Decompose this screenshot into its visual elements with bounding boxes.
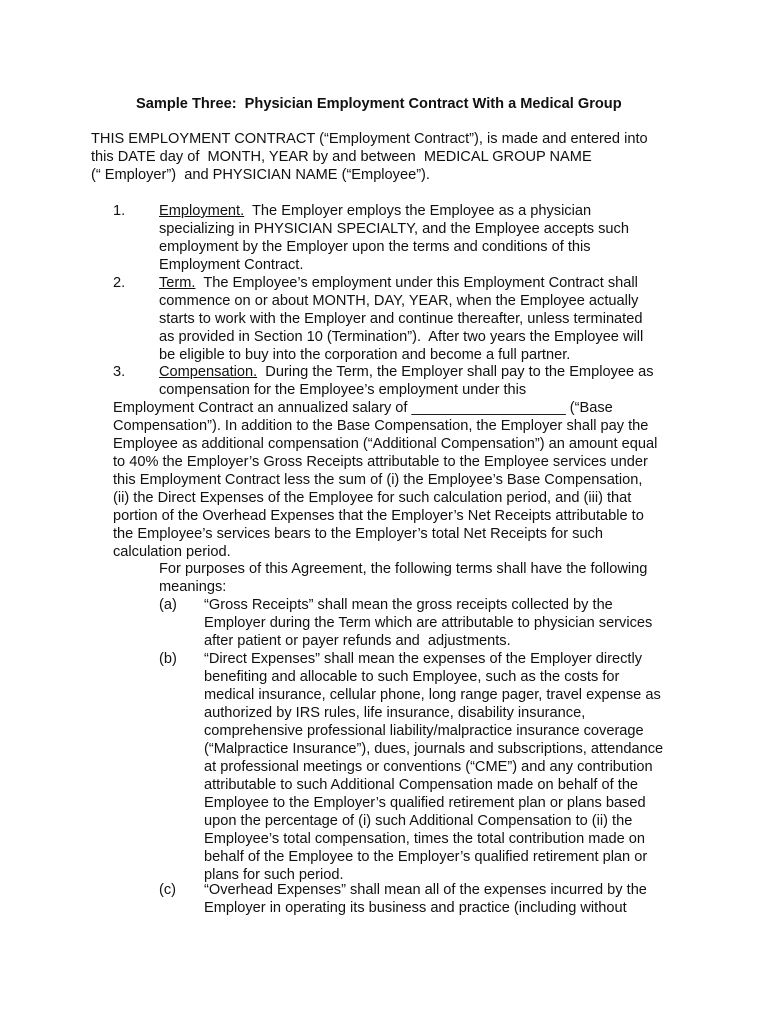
section-line: Employment Contract. xyxy=(159,257,304,273)
section-heading: Employment. xyxy=(159,203,245,219)
definition-line: Employer in operating its business and practice (including without xyxy=(204,900,627,916)
definition-line: Employer during the Term which are attributable to physician services xyxy=(204,615,653,631)
definition-line: “Gross Receipts” shall mean the gross receipts collected by the xyxy=(204,597,613,613)
definition-line: after patient or payer refunds and adjustments. xyxy=(204,633,511,649)
section-line: starts to work with the Employer and continue thereafter, unless terminated xyxy=(159,311,643,327)
compensation-line: Employee as additional compensation (“Additional Compensation”) an amount equal xyxy=(113,436,658,452)
definition-line: attributable to such Additional Compensation made on behalf of the xyxy=(204,777,639,793)
definition-line: (“Malpractice Insurance”), dues, journals and subscriptions, attendance xyxy=(204,741,664,757)
intro-line: THIS EMPLOYMENT CONTRACT (“Employment Contract”), is made and entered into xyxy=(91,131,648,147)
section-line: employment by the Employer upon the terms and conditions of this xyxy=(159,239,591,255)
definition-label: (c) xyxy=(159,882,177,898)
section-number: 1. xyxy=(113,203,126,219)
compensation-line: Employment Contract an annualized salary of ___________________ (“Base xyxy=(113,400,613,416)
compensation-line: calculation period. xyxy=(113,544,231,560)
definition-line: behalf of the Employee to the Employer’s qualified retirement plan or xyxy=(204,849,648,865)
compensation-line: the Employee’s services bears to the Employer’s total Net Receipts for such xyxy=(113,526,603,542)
section-1-line: Employment. The Employer employs the Employee as a physician xyxy=(159,203,592,219)
compensation-line: (ii) the Direct Expenses of the Employee for such calculation period, and (iii) that xyxy=(113,490,632,506)
definition-line: upon the percentage of (i) such Additional Compensation to (ii) the xyxy=(204,813,633,829)
definition-line: Employee’s total compensation, times the total contribution made on xyxy=(204,831,646,847)
definition-label: (b) xyxy=(159,651,177,667)
definition-line: “Overhead Expenses” shall mean all of the expenses incurred by the xyxy=(204,882,647,898)
definition-line: “Direct Expenses” shall mean the expenses of the Employer directly xyxy=(204,651,643,667)
section-line: as provided in Section 10 (Termination”). After two years the Employee will xyxy=(159,329,644,345)
intro-line: this DATE day of MONTH, YEAR by and between MEDICAL GROUP NAME xyxy=(91,149,592,165)
purposes-line: For purposes of this Agreement, the following terms shall have the following xyxy=(159,561,648,577)
section-2-line: Term. The Employee’s employment under this Employment Contract shall xyxy=(159,275,638,291)
compensation-line: this Employment Contract less the sum of (i) the Employee’s Base Compensation, xyxy=(113,472,643,488)
section-line: specializing in PHYSICIAN SPECIALTY, and the Employee accepts such xyxy=(159,221,629,237)
section-number: 2. xyxy=(113,275,126,291)
intro-line: (“ Employer”) and PHYSICIAN NAME (“Employee”). xyxy=(91,167,430,183)
section-3-line: Compensation. During the Term, the Employer shall pay to the Employee as xyxy=(159,364,654,380)
definition-line: Employee to the Employer’s qualified retirement plan or plans based xyxy=(204,795,646,811)
definition-label: (a) xyxy=(159,597,177,613)
section-number: 3. xyxy=(113,364,126,380)
compensation-line: Compensation”). In addition to the Base Compensation, the Employer shall pay the xyxy=(113,418,649,434)
purposes-line: meanings: xyxy=(159,579,227,595)
section-heading: Term. xyxy=(159,275,196,291)
definition-line: at professional meetings or conventions (“CME”) and any contribution xyxy=(204,759,653,775)
definition-line: medical insurance, cellular phone, long range pager, travel expense as xyxy=(204,687,661,703)
compensation-line: portion of the Overhead Expenses that the Employer’s Net Receipts attributable to xyxy=(113,508,644,524)
definition-line: comprehensive professional liability/malpractice insurance coverage xyxy=(204,723,644,739)
section-line: compensation for the Employee’s employment under this xyxy=(159,382,527,398)
section-line: be eligible to buy into the corporation and become a full partner. xyxy=(159,347,571,363)
section-heading: Compensation. xyxy=(159,364,258,380)
definition-line: benefiting and allocable to such Employee, such as the costs for xyxy=(204,669,620,685)
compensation-line: to 40% the Employer’s Gross Receipts attributable to the Employee services under xyxy=(113,454,648,470)
definition-line: plans for such period. xyxy=(204,867,344,883)
definition-line: authorized by IRS rules, life insurance, disability insurance, xyxy=(204,705,586,721)
section-line: commence on or about MONTH, DAY, YEAR, when the Employee actually xyxy=(159,293,639,309)
page-title: Sample Three: Physician Employment Contract With a Medical Group xyxy=(136,96,622,112)
